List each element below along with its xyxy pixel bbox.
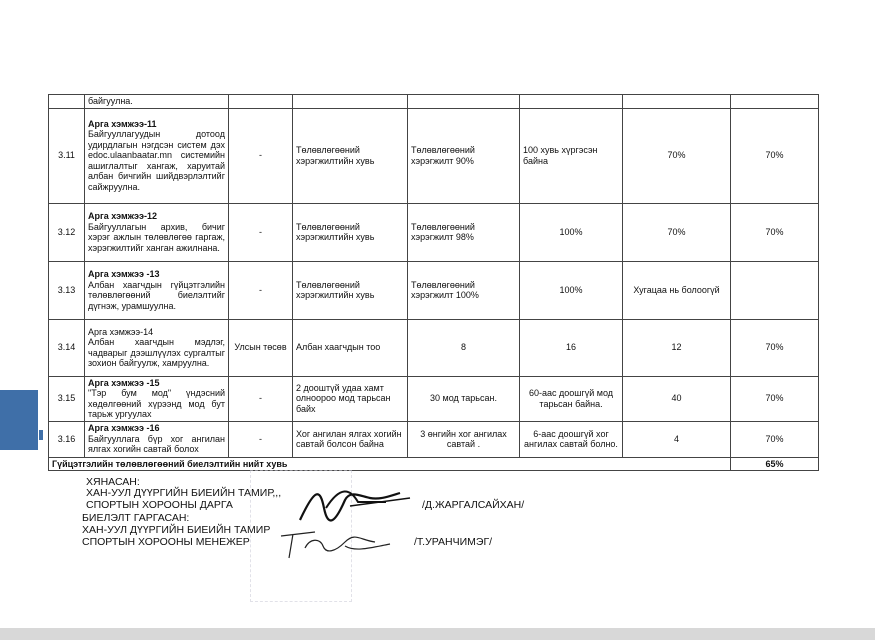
row-score: 70% xyxy=(731,319,819,376)
total-value: 65% xyxy=(731,457,819,471)
row-indicator: Төлөвлөгөөний хэрэгжилтийн хувь xyxy=(293,203,408,261)
row-description xyxy=(85,95,229,109)
row-title: Арга хэмжээ -16 xyxy=(88,423,160,434)
agreed-name: /Д.ЖАРГАЛСАЙХАН/ xyxy=(422,499,525,511)
row-title: Арга хэмжээ -15 xyxy=(88,377,160,388)
row-number: 3.14 xyxy=(49,319,85,376)
row-baseline: Төлөвлөгөөний хэрэгжилт 90% xyxy=(408,108,520,203)
row-score: 70% xyxy=(731,203,819,261)
row-result: 70% xyxy=(623,108,731,203)
row-indicator: Албан хаагчдын тоо xyxy=(293,319,408,376)
row-number: 3.12 xyxy=(49,203,85,261)
plan-table xyxy=(48,94,819,471)
row-title: Арга хэмжээ -13 xyxy=(88,269,160,279)
row-target: 6-аас доошгүй хог ангилах савтай болно. xyxy=(520,421,623,457)
prepared-name: /Т.УРАНЧИМЭГ/ xyxy=(414,536,493,548)
prepared-label: БИЕЛЭЛТ ГАРГАСАН: xyxy=(82,512,190,524)
row-title: Арга хэмжээ-11 xyxy=(88,118,157,129)
row-title: Арга хэмжээ-12 xyxy=(88,211,157,221)
row-body: Байгууллага бүр хог ангилан ялгах хогийн савтай болох xyxy=(88,433,225,455)
row-baseline: Төлөвлөгөөний хэрэгжилт 100% xyxy=(408,261,520,319)
row-description xyxy=(85,376,229,421)
row-baseline: Төлөвлөгөөний хэрэгжилт 98% xyxy=(408,203,520,261)
row-result: 70% xyxy=(623,203,731,261)
prepared-line2: СПОРТЫН ХОРООНЫ МЕНЕЖЕР xyxy=(82,536,250,548)
row-score xyxy=(731,261,819,319)
row-body: Байгууллагын архив, бичиг хэрэг ажлын төлөвлөгөө гаргаж, хэрэгжилтийг ханган ажилнана. xyxy=(88,221,225,253)
agreed-line2: СПОРТЫН ХОРООНЫ ДАРГА xyxy=(86,499,233,511)
row-funding: - xyxy=(229,421,293,457)
row-baseline: 30 мод тарьсан. xyxy=(408,376,520,421)
side-logo xyxy=(0,390,38,450)
left-tick xyxy=(39,430,43,440)
table-row xyxy=(49,319,819,376)
row-target: 100% xyxy=(520,261,623,319)
row-indicator: Хог ангилан ялгах хогийн савтай болсон байна xyxy=(293,421,408,457)
prepared-line1: ХАН-УУЛ ДҮҮРГИЙН БИЕИЙН ТАМИР xyxy=(82,524,271,536)
row-funding: - xyxy=(229,108,293,203)
row-target: 100% xyxy=(520,203,623,261)
total-row xyxy=(49,457,819,471)
row-description xyxy=(85,203,229,261)
row-number: 3.13 xyxy=(49,261,85,319)
row-description xyxy=(85,261,229,319)
row-score: 70% xyxy=(731,376,819,421)
row-description xyxy=(85,319,229,376)
agreed-label: ХЯНАСАН: xyxy=(86,476,140,488)
row-funding: - xyxy=(229,376,293,421)
row-number xyxy=(49,95,85,109)
row-number: 3.15 xyxy=(49,376,85,421)
row-funding: - xyxy=(229,261,293,319)
page-edge xyxy=(0,628,875,640)
row-target: 60-аас доошгүй мод тарьсан байна. xyxy=(520,376,623,421)
row-result: Хугацаа нь болоогүй xyxy=(623,261,731,319)
row-result: 4 xyxy=(623,421,731,457)
row-number: 3.11 xyxy=(49,108,85,203)
row-indicator: 2 дооштүй удаа хамт олноороо мод тарьсан байх xyxy=(293,376,408,421)
row-body: байгуулна. xyxy=(88,96,133,106)
row-target: 100 хувь хүргэсэн байна xyxy=(520,108,623,203)
row-title: Арга хэмжээ-14 xyxy=(88,326,154,337)
agreed-line1: ХАН-УУЛ ДҮҮРГИЙН БИЕИЙН ТАМИР,,, xyxy=(86,487,282,499)
row-funding: Улсын төсөв xyxy=(229,319,293,376)
table-row xyxy=(49,108,819,203)
row-baseline: 3 өнгийн хог ангилах савтай . xyxy=(408,421,520,457)
row-description xyxy=(85,421,229,457)
row-description xyxy=(85,108,229,203)
row-body: "Тэр бум мод" үндэсний хөдөлгөөний хүрээнд мод бут тарьж ургуулах xyxy=(88,388,225,419)
row-target: 16 xyxy=(520,319,623,376)
table-row xyxy=(49,95,819,109)
row-body: Байгууллагуудын дотоод удирдлагын нэгдсэн систем дэх edoc.ulaanbaatar.mn системийн ашиглалтыг хангаж, харуитай албан бичгийн шийдвэрлэлтийг сайжруулна. xyxy=(88,129,225,192)
table-row xyxy=(49,203,819,261)
row-result: 12 xyxy=(623,319,731,376)
row-indicator: Төлөвлөгөөний хэрэгжилтийн хувь xyxy=(293,108,408,203)
row-body: Албан хаагчдын мэдлэг, чадварыг дээшлүүлэх сургалтыг зохион байгуулж, хамруулна. xyxy=(88,337,225,368)
table-row xyxy=(49,376,819,421)
row-score: 70% xyxy=(731,421,819,457)
table-row xyxy=(49,421,819,457)
table-row xyxy=(49,261,819,319)
row-body: Албан хаагчдын гүйцэтгэлийн төлөвлөгөөний биелэлтийг дүгнэж, урамшуулна. xyxy=(88,279,225,311)
total-label: Гүйцэтгэлийн төлөвлөгөөний биелэлтийн нийт хувь xyxy=(49,457,731,471)
row-funding: - xyxy=(229,203,293,261)
row-indicator: Төлөвлөгөөний хэрэгжилтийн хувь xyxy=(293,261,408,319)
row-number: 3.16 xyxy=(49,421,85,457)
row-baseline: 8 xyxy=(408,319,520,376)
signature-mark xyxy=(275,528,405,573)
row-score: 70% xyxy=(731,108,819,203)
row-result: 40 xyxy=(623,376,731,421)
